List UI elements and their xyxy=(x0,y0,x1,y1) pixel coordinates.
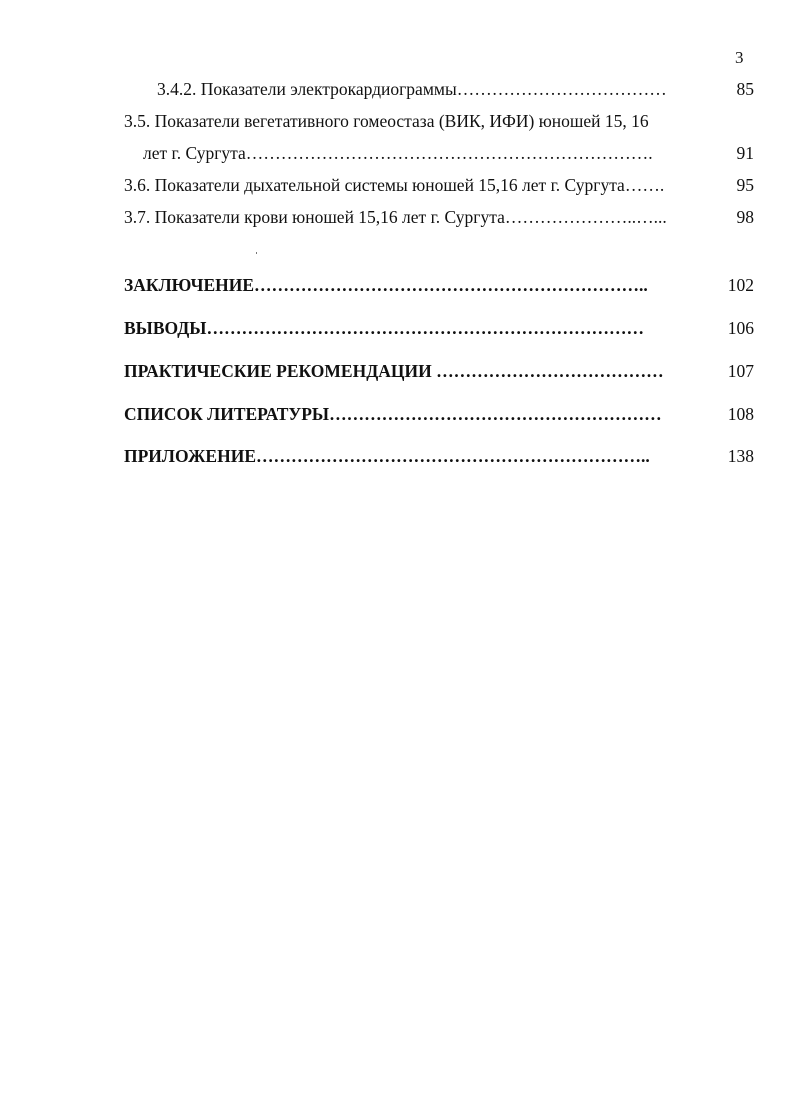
toc-entry-title: ПРИЛОЖЕНИЕ………………………………………………………….. xyxy=(124,446,650,466)
page-number: 3 xyxy=(735,48,744,67)
toc-entry-page: 102 xyxy=(727,275,754,295)
toc-entry-title: СПИСОК ЛИТЕРАТУРЫ………………………………………………… xyxy=(124,404,662,424)
toc-entry-page: 91 xyxy=(736,143,754,163)
toc-entry-page: 85 xyxy=(736,79,754,99)
toc-entry-page: 98 xyxy=(736,207,754,227)
scan-speck xyxy=(256,252,257,254)
toc-entry-title: 3.7. Показатели крови юношей 15,16 лет г. Сургута…………………..…... xyxy=(124,207,667,227)
toc-entry-title: 3.5. Показатели вегетативного гомеостаза (ВИК, ИФИ) юношей 15, 16 xyxy=(124,111,649,131)
toc-entry-page: 107 xyxy=(727,361,754,381)
toc-entry-3-5 xyxy=(0,108,799,134)
toc-entry-title: ЗАКЛЮЧЕНИЕ………………………………………………………….. xyxy=(124,275,648,295)
toc-entry-appendix xyxy=(0,443,799,469)
toc-entry-3-4-2 xyxy=(0,76,799,102)
toc-entry-page: 108 xyxy=(727,404,754,424)
toc-entry-title: ПРАКТИЧЕСКИЕ РЕКОМЕНДАЦИИ ………………………………… xyxy=(124,361,664,381)
toc-entry-bibliography xyxy=(0,401,799,427)
toc-entry-3-5-continued xyxy=(0,140,799,166)
toc-entry-page: 106 xyxy=(727,318,754,338)
toc-entry-conclusion xyxy=(0,272,799,298)
toc-entry-page: 138 xyxy=(727,446,754,466)
toc-entry-recommendations xyxy=(0,358,799,384)
toc-entry-3-6 xyxy=(0,172,799,198)
toc-entry-title: 3.4.2. Показатели электрокардиограммы……………………………… xyxy=(157,79,667,99)
toc-entry-title: лет г. Сургута……………………………………………………………. xyxy=(143,143,653,163)
toc-entry-page: 95 xyxy=(736,175,754,195)
toc-entry-title: 3.6. Показатели дыхательной системы юношей 15,16 лет г. Сургута……. xyxy=(124,175,665,195)
toc-entry-3-7 xyxy=(0,204,799,230)
toc-entry-findings xyxy=(0,315,799,341)
toc-entry-title: ВЫВОДЫ………………………………………………………………… xyxy=(124,318,644,338)
